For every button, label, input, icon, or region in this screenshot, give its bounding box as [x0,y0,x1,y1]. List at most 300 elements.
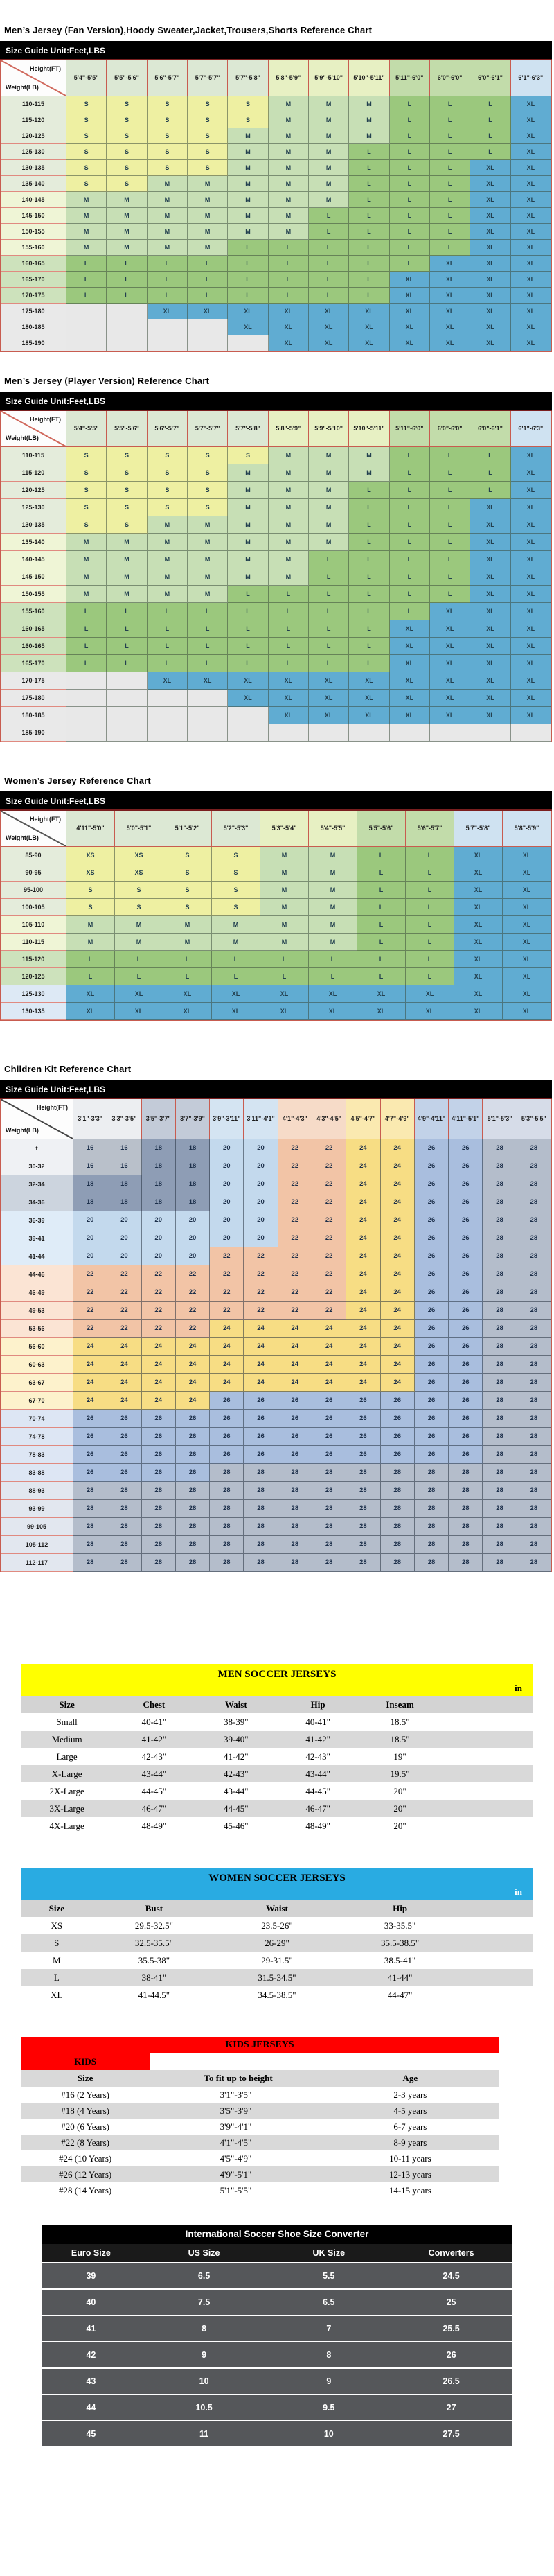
size-cell: 24 [381,1229,415,1247]
size-cell [188,690,228,707]
size-cell: 26 [415,1139,449,1157]
shoe-size-cell: 26.5 [443,2376,460,2386]
size-cell: 26 [73,1446,107,1464]
size-cell: 28 [244,1482,278,1500]
size-cell: L [66,603,107,620]
size-cell: M [260,864,309,882]
height-column-header: 4'1"-4'3" [278,1099,312,1139]
size-cell: XL [470,672,510,690]
weight-row-label: 110-115 [1,96,66,112]
size-cell: L [309,603,349,620]
jersey-size-cell: 48-49" [141,1821,167,1831]
size-cell: S [228,447,268,464]
size-cell: XL [511,288,551,304]
size-cell: L [349,144,389,160]
height-column-header: 5'7"-5'8" [454,811,503,847]
size-cell: XL [430,256,470,272]
mens-player-chart-title: Men’s Jersey (Player Version) Reference Chart [4,376,210,386]
height-column-header: 5'4"-5'5" [309,811,357,847]
size-cell: 26 [107,1428,141,1446]
jersey-size-cell: XS [51,1920,63,1931]
size-cell: 26 [210,1446,244,1464]
size-cell: M [309,516,349,534]
size-cell: L [349,224,389,240]
size-cell: 28 [483,1464,517,1482]
size-cell: L [228,655,268,672]
weight-row-label: 145-150 [1,568,66,586]
size-cell: S [188,96,228,112]
jersey-size-cell: 41-42" [141,1734,167,1744]
womens-chart-title: Women’s Jersey Reference Chart [4,776,151,786]
height-column-header: 5'8"-5'9" [503,811,551,847]
size-cell: 22 [176,1283,210,1302]
size-cell: L [148,288,188,304]
size-cell: 24 [244,1356,278,1374]
size-cell: M [148,568,188,586]
size-cell: XL [269,707,309,724]
size-cell: L [430,586,470,603]
kids-size-cell: #18 (4 Years) [61,2105,109,2116]
size-cell: L [470,447,510,464]
weight-row-label: 100-105 [1,899,66,916]
size-cell: XL [511,208,551,224]
kids-size-cell: 4'9"-5'1" [220,2168,252,2180]
size-cell: 28 [483,1265,517,1283]
size-cell: L [390,112,430,128]
height-column-header: 6'0"-6'0" [430,411,470,447]
weight-row-label: 170-175 [1,672,66,690]
size-guide-bar: Size Guide Unit:Feet,LBS [0,791,552,811]
size-cell: 28 [244,1464,278,1482]
size-cell: 20 [244,1175,278,1193]
kids-corner-row [21,2053,499,2070]
size-cell: M [66,916,115,934]
size-cell: 24 [381,1265,415,1283]
size-cell: L [430,240,470,256]
size-cell: 26 [449,1175,483,1193]
size-cell: 22 [312,1175,346,1193]
size-cell: L [430,464,470,482]
column-header: Waist [266,1903,288,1913]
size-cell: S [66,882,115,899]
size-cell: L [115,968,163,985]
size-cell: 24 [210,1356,244,1374]
size-cell: XL [470,620,510,638]
size-cell: M [148,240,188,256]
weight-row-label: 95-100 [1,882,66,899]
size-cell: XS [66,847,115,864]
size-cell: 28 [176,1536,210,1554]
jersey-size-cell: 41-44" [387,1972,413,1983]
size-cell: L [269,638,309,655]
size-cell: 28 [73,1554,107,1572]
size-cell: XL [430,655,470,672]
size-cell: L [309,638,349,655]
size-cell: 26 [244,1446,278,1464]
jersey-size-cell: 35.5-38.5" [381,1938,420,1948]
size-cell: 24 [107,1356,141,1374]
size-cell: L [107,655,147,672]
size-cell: 28 [107,1482,141,1500]
size-cell [107,672,147,690]
shoe-data-row [42,2421,512,2448]
height-weight-corner-cell [1,411,66,447]
size-cell: XL [309,707,349,724]
height-weight-corner-cell [1,60,66,96]
size-cell: 22 [312,1193,346,1211]
size-cell: 28 [449,1464,483,1482]
size-cell [66,335,107,351]
size-cell: M [309,128,349,144]
size-cell: 26 [415,1175,449,1193]
size-cell: 22 [73,1302,107,1320]
jersey-size-cell: 42-43" [223,1769,249,1779]
size-cell [188,707,228,724]
shoe-size-cell: 25.5 [443,2323,460,2333]
size-cell: 28 [517,1157,551,1175]
size-cell: 22 [210,1302,244,1320]
size-cell: S [148,160,188,176]
size-cell: L [107,638,147,655]
size-cell: 16 [73,1157,107,1175]
size-cell: 22 [73,1320,107,1338]
size-cell: 26 [312,1410,346,1428]
size-cell: 26 [73,1410,107,1428]
size-cell: XL [511,620,551,638]
size-cell: 28 [517,1392,551,1410]
size-cell: L [148,272,188,288]
height-column-header: 5'5"-5'6" [357,811,406,847]
size-cell: 20 [210,1211,244,1229]
size-cell: M [309,899,357,916]
size-cell: XL [430,319,470,335]
kids-title-bar: KIDS JERSEYS [21,2037,499,2053]
size-cell: 26 [415,1247,449,1265]
size-cell: XL [470,192,510,208]
size-cell: M [228,499,268,516]
size-cell: 28 [517,1518,551,1536]
jersey-size-cell: 20" [393,1821,406,1831]
size-cell: 28 [449,1518,483,1536]
size-cell: XL [269,304,309,319]
size-cell: L [349,256,389,272]
size-cell: XL [228,304,268,319]
size-cell: XL [430,672,470,690]
weight-row-label: 70-74 [1,1410,73,1428]
size-grid-body [0,60,552,352]
column-header: Converters [428,2248,474,2258]
size-cell: 20 [210,1229,244,1247]
size-cell: 26 [415,1374,449,1392]
size-cell: 28 [483,1302,517,1320]
height-column-header: 5'6"-5'7" [406,811,454,847]
size-cell: L [349,176,389,192]
size-cell: 28 [346,1464,380,1482]
size-cell: L [357,934,406,951]
jersey-data-row [21,1917,533,1934]
height-column-header: 4'5"-4'7" [346,1099,380,1139]
weight-row-label: 115-120 [1,951,66,968]
size-cell: XL [503,934,551,951]
size-cell: 24 [210,1374,244,1392]
jersey-data-row [21,1731,533,1748]
size-cell [107,707,147,724]
size-cell: M [309,144,349,160]
size-cell: 18 [73,1193,107,1211]
size-cell: L [66,638,107,655]
size-cell: M [148,192,188,208]
size-cell: 24 [381,1374,415,1392]
size-cell: 26 [210,1428,244,1446]
size-cell: 26 [107,1410,141,1428]
size-cell: M [260,899,309,916]
size-cell: 28 [449,1482,483,1500]
size-cell: L [309,288,349,304]
size-cell: 28 [517,1338,551,1356]
kids-size-cell: #20 (6 Years) [61,2121,109,2132]
size-cell: 28 [483,1247,517,1265]
size-cell: 28 [381,1554,415,1572]
size-cell: 28 [483,1446,517,1464]
size-cell: S [148,447,188,464]
kids-data-row [21,2166,499,2182]
kids-size-cell: #24 (10 Years) [59,2153,112,2164]
size-cell: 24 [381,1175,415,1193]
size-cell: 28 [381,1536,415,1554]
weight-row-label: 115-120 [1,464,66,482]
size-cell: L [66,620,107,638]
size-cell: 28 [483,1139,517,1157]
size-cell: 22 [142,1302,176,1320]
size-cell: 26 [381,1410,415,1428]
size-cell: S [188,464,228,482]
weight-row-label: 165-170 [1,655,66,672]
size-cell: M [228,208,268,224]
size-cell: 22 [176,1320,210,1338]
size-cell: L [163,951,212,968]
size-cell: 24 [381,1283,415,1302]
size-cell: 24 [278,1338,312,1356]
weight-row-label: 125-130 [1,985,66,1003]
size-cell: M [66,240,107,256]
size-cell: 26 [415,1302,449,1320]
size-cell: 28 [483,1283,517,1302]
size-cell: 26 [449,1247,483,1265]
size-cell: 24 [142,1392,176,1410]
kids-size-cell: 12-13 years [388,2168,431,2180]
weight-row-label: 125-130 [1,144,66,160]
size-cell: S [115,882,163,899]
size-cell: L [390,534,430,551]
size-cell: L [66,655,107,672]
height-column-header: 5'5"-5'6" [107,411,147,447]
size-cell: M [269,160,309,176]
height-column-header: 5'7"-5'8" [228,60,268,96]
weight-row-label: 130-135 [1,1003,66,1020]
size-cell: 22 [244,1283,278,1302]
column-header [322,2070,499,2087]
shoe-size-cell: 5.5 [323,2270,335,2281]
size-cell: 26 [449,1211,483,1229]
size-cell: 28 [483,1338,517,1356]
size-cell [228,335,268,351]
size-cell: 26 [142,1428,176,1446]
height-column-header: 5'7"-5'8" [228,411,268,447]
size-cell: XL [503,864,551,882]
size-cell: M [148,176,188,192]
size-cell: L [269,655,309,672]
size-cell: XL [390,288,430,304]
size-cell: 24 [346,1157,380,1175]
size-cell: 18 [176,1157,210,1175]
size-cell: 24 [176,1356,210,1374]
size-cell: L [228,586,268,603]
size-cell: 24 [107,1374,141,1392]
size-cell: 20 [142,1247,176,1265]
size-cell: 26 [449,1410,483,1428]
size-cell: M [309,934,357,951]
size-cell: XL [430,288,470,304]
kids-data-row [21,2150,499,2166]
size-cell: L [309,551,349,568]
size-cell: L [309,968,357,985]
size-cell: 22 [210,1283,244,1302]
column-header-text: To fit up to height [204,2073,273,2083]
size-cell: XL [454,968,503,985]
size-guide-bar: Size Guide Unit:Feet,LBS [0,41,552,60]
size-cell: XL [390,638,430,655]
size-cell: 26 [415,1320,449,1338]
size-cell: 20 [73,1247,107,1265]
size-cell: L [349,568,389,586]
size-cell: M [309,864,357,882]
kids-size-cell: 2-3 years [393,2089,427,2100]
size-cell: 26 [449,1265,483,1283]
weight-row-label: 135-140 [1,534,66,551]
size-cell: XL [260,1003,309,1020]
size-cell: L [430,224,470,240]
size-cell: S [163,882,212,899]
size-cell: XL [115,1003,163,1020]
size-cell: XL [511,516,551,534]
size-cell: 24 [346,1139,380,1157]
size-cell: 28 [415,1554,449,1572]
size-cell: XL [309,690,349,707]
size-cell: XL [470,586,510,603]
size-cell: M [269,208,309,224]
size-cell: M [107,586,147,603]
size-cell: 28 [176,1482,210,1500]
size-cell: 26 [415,1356,449,1374]
size-cell: 24 [73,1392,107,1410]
size-cell: 28 [278,1500,312,1518]
jersey-size-cell: 38-39" [223,1717,249,1727]
size-cell: L [430,96,470,112]
size-cell: 24 [176,1374,210,1392]
height-column-header: 6'1"-6'3" [511,411,551,447]
size-cell: L [349,620,389,638]
weight-row-label: 150-155 [1,224,66,240]
size-cell [148,690,188,707]
size-cell: XL [511,256,551,272]
size-cell: S [188,112,228,128]
height-column-header: 4'11"-5'1" [449,1099,483,1139]
height-column-header: 4'3"-4'5" [312,1099,346,1139]
size-cell: 28 [312,1518,346,1536]
size-cell: 24 [346,1265,380,1283]
height-weight-corner-cell [1,1099,73,1139]
size-cell: M [228,224,268,240]
size-cell: XL [349,690,389,707]
corner-height-label: Height(FT) [30,416,61,423]
jersey-size-cell: 41-42" [305,1734,330,1744]
weight-row-label: 120-125 [1,482,66,499]
weight-row-label: 125-130 [1,499,66,516]
shoe-size-cell: 39 [86,2270,96,2281]
weight-row-label: 135-140 [1,176,66,192]
size-cell: S [66,447,107,464]
size-cell: XL [511,335,551,351]
women-soccer-jerseys-table [21,1868,533,2004]
size-cell: 28 [517,1283,551,1302]
size-cell: L [406,864,454,882]
size-cell: L [390,603,430,620]
size-cell: 28 [107,1554,141,1572]
weight-row-label: 145-150 [1,208,66,224]
size-cell: 28 [73,1518,107,1536]
jersey-size-cell: 20" [393,1803,406,1814]
mens-fan-chart-title: Men’s Jersey (Fan Version),Hoody Sweater,Jacket,Trousers,Shorts Reference Chart [4,25,373,35]
size-cell: L [66,272,107,288]
shoe-data-row [42,2316,512,2342]
size-cell: XS [115,864,163,882]
weight-row-label: 34-36 [1,1193,73,1211]
weight-row-label: 46-49 [1,1283,73,1302]
size-cell: 24 [142,1356,176,1374]
size-cell: XL [115,985,163,1003]
size-cell: 24 [73,1356,107,1374]
size-cell: XL [511,144,551,160]
size-cell: L [406,934,454,951]
size-cell: 26 [107,1464,141,1482]
corner-weight-label: Weight(LB) [6,84,39,91]
size-cell: L [309,272,349,288]
size-cell: L [309,240,349,256]
size-cell [309,724,349,742]
size-cell: 24 [381,1139,415,1157]
size-cell: 24 [381,1157,415,1175]
weight-row-label: 185-190 [1,335,66,351]
size-cell: 24 [381,1338,415,1356]
size-cell: XL [503,1003,551,1020]
size-cell: L [349,192,389,208]
size-cell: L [188,272,228,288]
size-cell: S [148,464,188,482]
size-cell: 28 [244,1536,278,1554]
size-cell: M [309,534,349,551]
size-cell: M [309,482,349,499]
jersey-size-cell: 29.5-32.5" [134,1920,173,1931]
size-cell: L [309,655,349,672]
size-cell: L [430,551,470,568]
size-cell: S [107,447,147,464]
size-cell: 24 [107,1338,141,1356]
size-cell: M [309,464,349,482]
jersey-size-cell: 40-41" [141,1717,167,1727]
size-cell: 22 [278,1247,312,1265]
size-cell: 22 [142,1283,176,1302]
size-cell: 26 [73,1428,107,1446]
